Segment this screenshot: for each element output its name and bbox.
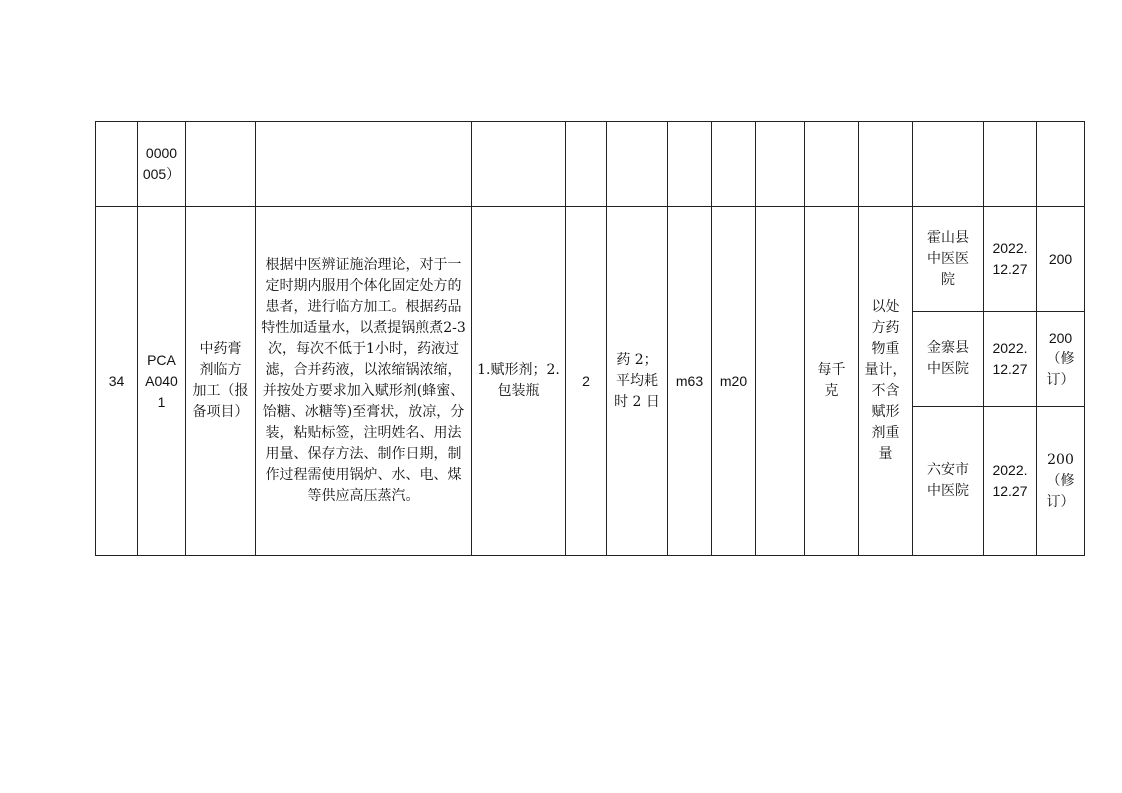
col9-cell bbox=[712, 122, 756, 207]
code-cell bbox=[138, 207, 186, 556]
price-cell bbox=[1037, 407, 1085, 556]
col6-cell bbox=[566, 122, 607, 207]
hospital-cell bbox=[913, 407, 984, 556]
hospital-cell bbox=[913, 312, 984, 407]
hospital-line: 中医医 bbox=[927, 250, 969, 267]
name-line: 备项目） bbox=[192, 404, 249, 420]
date-line: 2022. bbox=[992, 340, 1028, 356]
name-line: 加工（报 bbox=[192, 383, 249, 399]
col8-cell: m63 bbox=[668, 207, 712, 556]
hospital-line: 六安市 bbox=[927, 462, 969, 478]
code-line: A040 bbox=[145, 372, 178, 389]
price-cell bbox=[1037, 312, 1085, 407]
price-line: 200（修 bbox=[1046, 451, 1075, 489]
table-row-34 bbox=[96, 207, 1085, 312]
price-line: 订） bbox=[1046, 493, 1075, 510]
note-cell bbox=[859, 122, 913, 207]
note-line: 不含 bbox=[871, 383, 900, 399]
date-cell bbox=[984, 207, 1037, 312]
unit-line: 每千 bbox=[817, 362, 846, 378]
price-line: 200 bbox=[1048, 329, 1073, 346]
date-cell bbox=[984, 312, 1037, 407]
index-cell: 34 bbox=[96, 207, 138, 556]
materials-line: 1.赋形剂；2. bbox=[477, 362, 560, 378]
materials-cell bbox=[472, 122, 566, 207]
col10-cell bbox=[756, 122, 805, 207]
note-line: 方药 bbox=[871, 320, 900, 336]
col7-cell bbox=[607, 122, 668, 207]
price-table bbox=[95, 121, 1085, 556]
name-cell bbox=[186, 207, 256, 556]
hospital-line: 院 bbox=[941, 271, 955, 288]
col7-line: 药 2； bbox=[616, 351, 658, 368]
date-cell bbox=[984, 122, 1037, 207]
price-cell bbox=[1037, 207, 1085, 312]
date-line: 12.27 bbox=[992, 483, 1028, 499]
date-cell bbox=[984, 407, 1037, 556]
date-line: 2022. bbox=[992, 462, 1028, 478]
table-row-continued bbox=[96, 122, 1085, 207]
col9-cell: m20 bbox=[712, 207, 756, 556]
date-line: 2022. bbox=[992, 240, 1028, 256]
name-line: 剂临方 bbox=[199, 362, 242, 378]
hospital-cell bbox=[913, 207, 984, 312]
code-line: 0000 bbox=[145, 145, 178, 161]
name-line: 中药膏 bbox=[199, 341, 242, 357]
hospital-line: 中医院 bbox=[927, 361, 969, 377]
note-line: 赋形 bbox=[871, 404, 900, 420]
note-line: 量 bbox=[878, 446, 893, 462]
hospital-line: 金寨县 bbox=[927, 340, 969, 356]
price-cell bbox=[1037, 122, 1085, 207]
price-line: 订） bbox=[1046, 371, 1075, 388]
materials-cell bbox=[472, 207, 566, 556]
col8-cell bbox=[668, 122, 712, 207]
hospital-line: 霍山县 bbox=[927, 229, 969, 246]
index-cell bbox=[96, 122, 138, 207]
unit-cell bbox=[805, 207, 859, 556]
code-cell bbox=[138, 122, 186, 207]
code-line: PCA bbox=[147, 351, 176, 368]
col10-cell bbox=[756, 207, 805, 556]
note-cell bbox=[859, 207, 913, 556]
materials-line: 包装瓶 bbox=[497, 383, 540, 399]
note-line: 以处 bbox=[871, 299, 900, 315]
date-line: 12.27 bbox=[992, 261, 1028, 277]
date-line: 12.27 bbox=[992, 361, 1028, 377]
hospital-line: 中医院 bbox=[927, 483, 969, 499]
col7-line: 平均耗 bbox=[616, 372, 658, 389]
name-cell bbox=[186, 122, 256, 207]
price-line: 200 bbox=[1048, 250, 1073, 267]
col6-cell: 2 bbox=[566, 207, 607, 556]
price-line: （修 bbox=[1046, 350, 1075, 367]
unit-line: 克 bbox=[824, 383, 839, 399]
code-line: 005） bbox=[142, 166, 181, 182]
col7-cell bbox=[607, 207, 668, 556]
hospital-cell bbox=[913, 122, 984, 207]
code-line: 1 bbox=[157, 393, 166, 410]
description-cell bbox=[256, 122, 472, 207]
note-line: 剂重 bbox=[871, 425, 900, 441]
unit-cell bbox=[805, 122, 859, 207]
col7-line: 时 2 日 bbox=[614, 393, 660, 410]
note-line: 物重 bbox=[871, 341, 900, 357]
note-line: 量计， bbox=[864, 362, 907, 378]
description-cell: 根据中医辨证施治理论，对于一定时期内服用个体化固定处方的患者，进行临方加工。根据药品特性加适量水，以煮提锅煎煮2-3次，每次不低于1小时，药液过滤，合并药液，以浓缩锅浓缩，并按处方要求加入赋形剂(蜂蜜、饴糖、冰糖等)至膏状，放凉，分装，粘贴标签，注明姓名、用法用量、保存方法、制作日期，制作过程需使用锅炉、水、电、煤等供应高压蒸汽。 bbox=[256, 207, 472, 556]
